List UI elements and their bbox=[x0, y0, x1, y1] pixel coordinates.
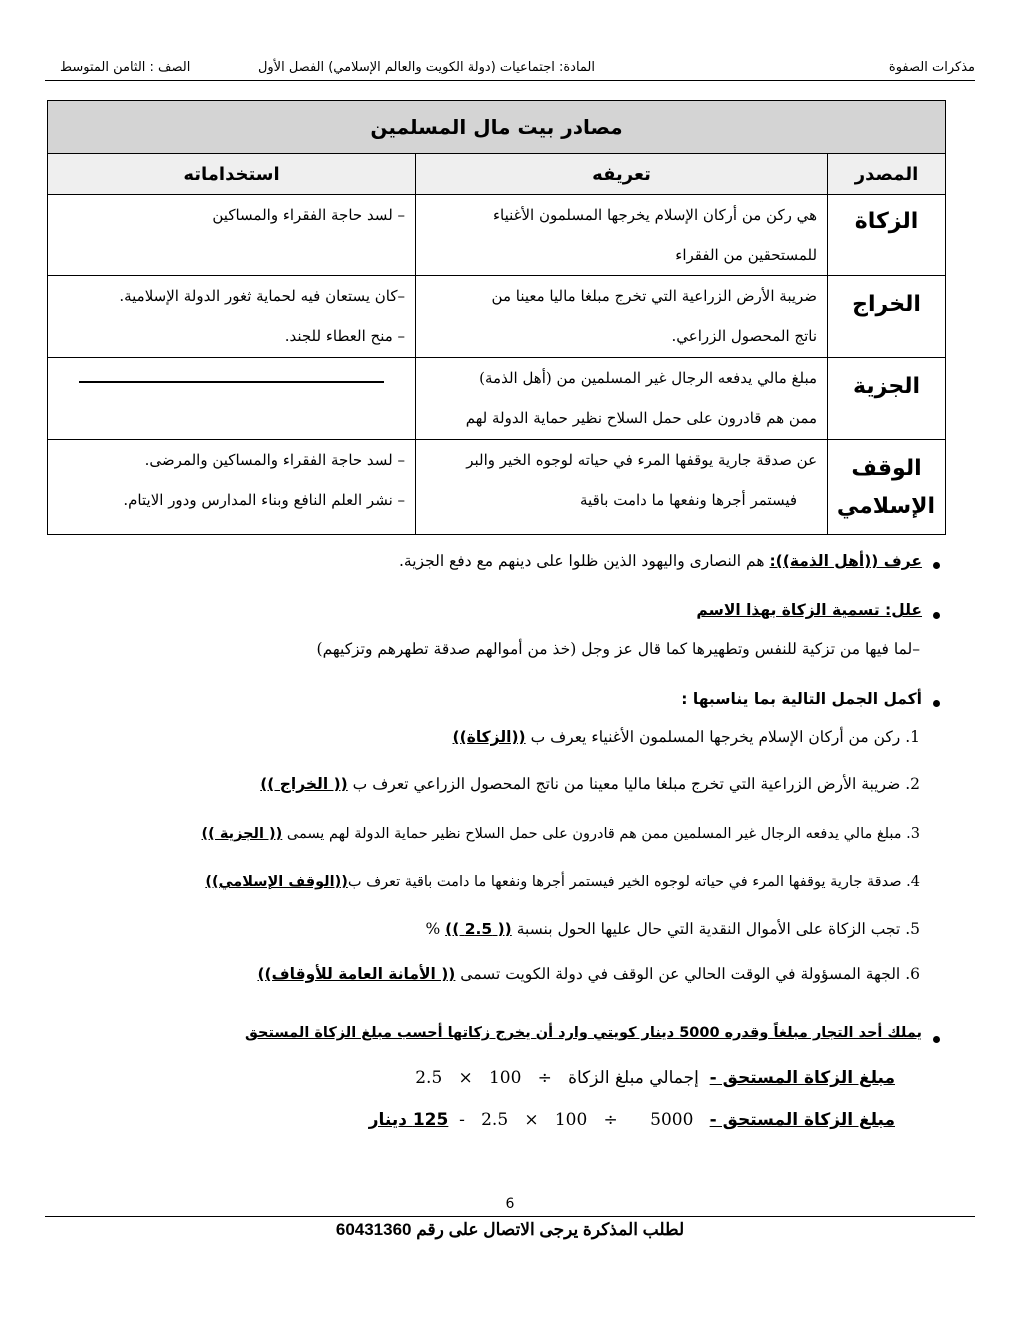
table-title: مصادر بيت مال المسلمين bbox=[48, 101, 946, 154]
item-answer: ((الزكاة)) bbox=[452, 728, 526, 746]
use-line: – منح العطاء للجند. bbox=[284, 327, 406, 345]
item-number: 4. bbox=[906, 874, 920, 890]
complete-item bbox=[426, 920, 921, 938]
item-tail: % bbox=[425, 920, 446, 938]
blank-answer-line bbox=[79, 381, 384, 383]
header-subject: المادة: اجتماعيات (دولة الكويت والعالم الإسلامي) الفصل الأول bbox=[257, 60, 595, 75]
complete-item bbox=[453, 728, 920, 746]
item-text: صدقة جارية يوقفها المرء في حياته لوجوه الخير فيستمر أجرها ونفعها ما دامت باقية تعرف ب bbox=[347, 874, 902, 890]
definition-line: ناتج المحصول الزراعي. bbox=[671, 327, 818, 345]
bullet bbox=[933, 612, 940, 619]
item-text: مبلغ مالي يدفعه الرجال غير المسلمين ممن هم قادرون على حمل السلاح نظير حماية الدولة لهم يسمى bbox=[282, 826, 902, 842]
complete-label: أكمل الجمل التالية بما يناسبها : bbox=[681, 690, 922, 708]
header-divider bbox=[45, 80, 975, 81]
source-cell: الوقف الإسلامي bbox=[828, 440, 946, 535]
calc-answer: 125 دينار bbox=[368, 1110, 449, 1130]
item-number: 6. bbox=[905, 965, 920, 983]
item-number: 1. bbox=[905, 728, 920, 746]
zakat-problem bbox=[245, 1025, 922, 1041]
bullet bbox=[933, 1036, 940, 1043]
item-answer: (( الجزية )) bbox=[201, 826, 283, 842]
item-answer: ((الوقف الإسلامي)) bbox=[205, 874, 348, 890]
item-text: ركن من أركان الإسلام يخرجها المسلمون الأغنياء يعرف ب bbox=[525, 728, 901, 746]
calc-expression: 5000 ÷ 100 × 2.5 - bbox=[448, 1110, 710, 1130]
reason-label: علل: تسمية الزكاة بهذا الاسم bbox=[696, 601, 922, 619]
define-ahl-dhimma bbox=[399, 552, 922, 570]
item-answer: (( الخراج )) bbox=[260, 775, 348, 793]
footer-divider bbox=[45, 1216, 975, 1217]
use-line: – لسد حاجة الفقراء والمساكين bbox=[212, 206, 406, 224]
use-line: – لسد حاجة الفقراء والمساكين والمرضى. bbox=[144, 451, 406, 469]
source-cell: الخراج bbox=[828, 276, 946, 358]
footer-contact: لطلب المذكرة يرجى الاتصال على رقم 60431360 bbox=[335, 1220, 685, 1239]
problem-text: يملك أحد التجار مبلغاً وقدره 5000 دينار كويتي وارد أن يخرج زكاتها أحسب مبلغ الزكاة المستحق bbox=[244, 1025, 922, 1041]
calc-formula bbox=[415, 1068, 895, 1088]
header-grade: الصف : الثامن المتوسط bbox=[60, 60, 191, 75]
item-answer: (( الأمانة العامة للأوقاف)) bbox=[257, 965, 456, 983]
define-text: هم النصارى واليهود الذين ظلوا على دينهم مع دفع الجزية. bbox=[398, 552, 770, 570]
reason-title bbox=[696, 601, 922, 619]
calc-expression: إجمالي مبلغ الزكاة ÷ 100 × 2.5 bbox=[415, 1068, 710, 1088]
treasury-sources-table bbox=[47, 100, 946, 535]
item-number: 5. bbox=[905, 920, 920, 938]
definition-line: مبلغ مالي يدفعه الرجال غير المسلمين من (أهل الذمة) bbox=[479, 369, 818, 387]
complete-item bbox=[205, 874, 920, 890]
use-line: – نشر العلم النافع وبناء المدارس ودور الايتام. bbox=[123, 491, 406, 509]
column-header-source: المصدر bbox=[828, 154, 946, 195]
complete-title bbox=[681, 690, 922, 708]
item-text: الجهة المسؤولة في الوقت الحالي عن الوقف في دولة الكويت تسمى bbox=[455, 965, 901, 983]
table-row-kharaj bbox=[48, 276, 946, 358]
complete-item bbox=[202, 826, 920, 842]
definition-line: هي ركن من أركان الإسلام يخرجها المسلمون الأغنياء bbox=[492, 206, 818, 224]
source-cell: الجزية bbox=[828, 358, 946, 440]
calc-label: مبلغ الزكاة المستحق - bbox=[709, 1110, 895, 1130]
source-cell: الزكاة bbox=[828, 195, 946, 276]
define-label: عرف ((أهل الذمة)): bbox=[769, 552, 922, 570]
calc-label: مبلغ الزكاة المستحق - bbox=[709, 1068, 895, 1088]
reason-text: –لما فيها من تزكية للنفس وتطهيرها كما قال عز وجل (خذ من أموالهم صدقة تطهرهم وتزكيهم) bbox=[316, 640, 920, 658]
definition-line: ممن هم قادرون على حمل السلاح نظير حماية الدولة لهم bbox=[465, 409, 818, 427]
complete-item bbox=[260, 775, 920, 793]
table-row-jizya bbox=[48, 358, 946, 440]
definition-line: للمستحقين من الفقراء bbox=[675, 246, 818, 264]
calc-result bbox=[369, 1110, 895, 1130]
definition-line: ضريبة الأرض الزراعية التي تخرج مبلغا ماليا معينا من bbox=[491, 287, 818, 305]
item-answer: (( 2.5 )) bbox=[445, 920, 512, 938]
bullet bbox=[933, 562, 940, 569]
page-header bbox=[45, 58, 975, 80]
item-number: 3. bbox=[906, 826, 920, 842]
item-text: ضريبة الأرض الزراعية التي تخرج مبلغا ماليا معينا من ناتج المحصول الزراعي تعرف ب bbox=[347, 775, 901, 793]
item-number: 2. bbox=[905, 775, 920, 793]
bullet bbox=[933, 700, 940, 707]
column-header-uses: استخداماته bbox=[48, 154, 416, 195]
item-text: تجب الزكاة على الأموال النقدية التي حال عليها الحول بنسبة bbox=[511, 920, 901, 938]
complete-item bbox=[257, 965, 920, 983]
header-brand: مذكرات الصفوة bbox=[888, 60, 975, 75]
definition-line: عن صدقة جارية يوقفها المرء في حياته لوجوه الخير والبر bbox=[466, 451, 818, 469]
table-row-zakat bbox=[48, 195, 946, 276]
definition-line: فيستمر أجرها ونفعها ما دامت باقية bbox=[580, 491, 798, 509]
use-line: –كان يستعان فيه لحماية ثغور الدولة الإسلامية. bbox=[119, 287, 406, 305]
table-row-waqf bbox=[48, 440, 946, 535]
page-number: 6 bbox=[505, 1196, 515, 1212]
column-header-definition: تعريفه bbox=[416, 154, 828, 195]
